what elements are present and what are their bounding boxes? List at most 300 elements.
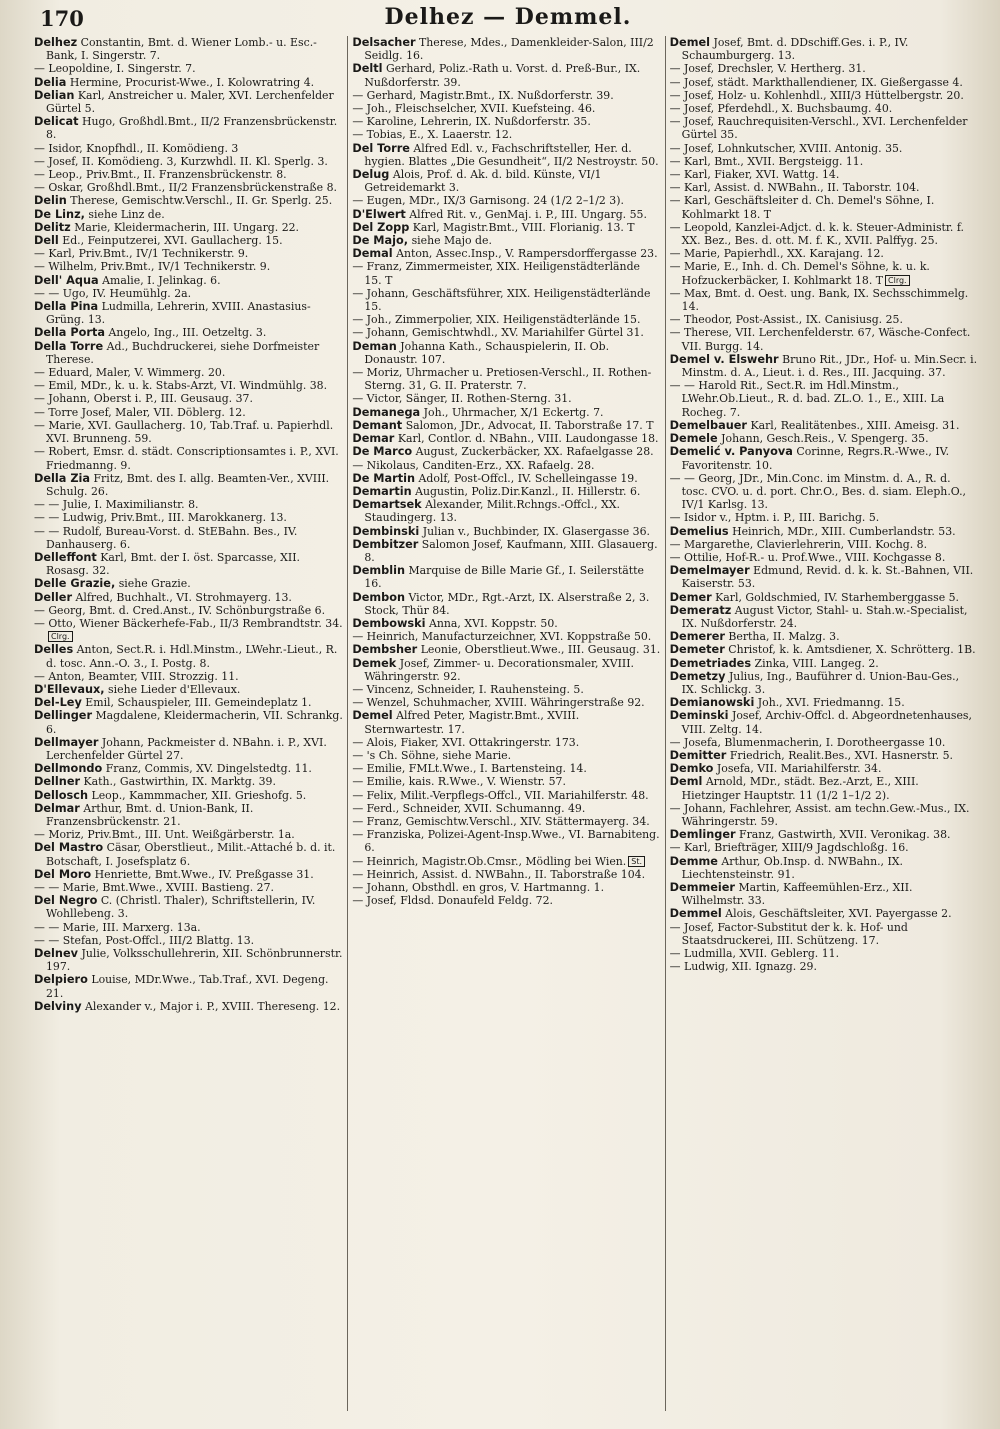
entry-surname: Dembitzer (352, 537, 419, 551)
directory-entry (670, 960, 978, 973)
entry-details: — — Marie, III. Marxerg. 13a. (34, 920, 201, 934)
directory-entry (352, 591, 660, 617)
entry-surname: De Marco (352, 445, 413, 459)
directory-entry (34, 775, 343, 788)
entry-surname: Dembon (352, 590, 406, 604)
entry-details: Joh., XVI. Friedmanng. 15. (757, 696, 905, 710)
entry-details: Angelo, Ing., III. Oetzeltg. 3. (108, 326, 267, 340)
directory-entry (670, 511, 978, 524)
entry-details: Therese, Mdes., Damenkleider-Salon, III/2 Seidlg. 16. (364, 36, 654, 63)
directory-entry (34, 709, 343, 735)
entry-surname: Demko (669, 762, 714, 776)
entry-surname: Demlinger (669, 828, 736, 842)
directory-entry (352, 128, 660, 141)
directory-entry (352, 194, 660, 207)
entry-surname: Demelić v. Panyova (669, 445, 793, 459)
entry-surname: Demeter (669, 643, 725, 657)
entry-details: — Therese, VII. Lerchenfelderstr. 67, Wäsche-Confect. VII. Burgg. 14. (669, 326, 971, 353)
entry-details: — — Marie, Bmt.Wwe., XVIII. Bastieng. 27. (34, 881, 274, 894)
entry-surname: Delug (352, 168, 390, 182)
entry-details: — Josef, Fldsd. Donaufeld Feldg. 72. (352, 894, 553, 908)
entry-surname: Demant (352, 418, 403, 432)
directory-entry (670, 828, 978, 841)
entry-details: Josefa, VII. Mariahilferstr. 34. (716, 762, 882, 776)
entry-details: — Karl, Geschäftsleiter d. Ch. Demel's Söhne, I. Kohlmarkt 18. T (669, 194, 935, 221)
entry-details: — Karl, Fiaker, XVI. Wattg. 14. (669, 168, 840, 182)
entry-details: Anton, Assec.Insp., V. Rampersdorffergasse 23. (396, 247, 658, 261)
entry-details: Alfred Peter, Magistr.Bmt., XVIII. Sternwartestr. 17. (364, 709, 580, 736)
entry-details: — Leopoldine, I. Singerstr. 7. (34, 62, 196, 76)
entry-details: — Marie, XVI. Gaullacherg. 10, Tab.Traf. u. Papierhdl. XVI. Brunneng. 59. (34, 418, 334, 446)
entry-surname: Demelius (669, 524, 729, 538)
entry-details: Constantin, Bmt. d. Wiener Lomb.- u. Esc.-Bank, I. Singerstr. 7. (46, 36, 317, 63)
directory-entry (670, 194, 978, 220)
directory-entry (352, 749, 660, 762)
directory-entry (34, 577, 343, 590)
directory-entry (670, 749, 978, 762)
entry-details: — — Georg, JDr., Min.Conc. im Minstm. d. A., R. d. tosc. CVO. u. d. port. Chr.O., Bes. d. siam. Eleph.O., IV/1 Karlsg. 13. (669, 471, 966, 512)
directory-entry (352, 564, 660, 590)
entry-surname: Demme (669, 854, 718, 868)
entry-details: — Eduard, Maler, V. Wimmerg. 20. (34, 366, 226, 380)
directory-entry (670, 551, 978, 564)
entry-details: Corinne, Regrs.R.-Wwe., IV. Favoritenstr. 10. (681, 445, 950, 472)
directory-entry (670, 881, 978, 907)
entry-details: Alois, Geschäftsleiter, XVI. Payergasse 2. (725, 907, 952, 921)
directory-entry (670, 326, 978, 352)
entry-details: — Margarethe, Clavierlehrerin, VIII. Kochg. 8. (669, 537, 928, 551)
directory-entry (352, 62, 660, 88)
directory-entry (670, 445, 978, 471)
directory-entry (34, 234, 343, 247)
entry-surname: De Linz, (34, 207, 85, 221)
directory-columns (30, 36, 982, 1411)
entry-details: — Ferd., Schneider, XVII. Schumanng. 49. (352, 801, 586, 815)
entry-surname: Della Torre (34, 339, 104, 353)
entry-details: Hugo, Großhdl.Bmt., II/2 Franzensbrückenstr. 8. (46, 115, 338, 142)
entry-details: Leonie, Oberstlieut.Wwe., III. Geusaug. 31. (420, 643, 661, 657)
entry-details: — Josef, Pferdehdl., X. Buchsbaumg. 40. (669, 102, 893, 116)
entry-surname: Demerer (669, 630, 725, 644)
entry-details: — — Ludwig, Priv.Bmt., III. Marokkanerg. 13. (34, 511, 287, 525)
entry-badge: St. (628, 856, 645, 867)
entry-details: Marie, Kleidermacherin, III. Ungarg. 22. (74, 220, 300, 234)
entry-surname: Demer (669, 590, 712, 604)
entry-details: Karl, Realitätenbes., XIII. Ameisg. 31. (750, 418, 960, 432)
entry-details: Bruno Rit., JDr., Hof- u. Min.Secr. i. Minstm. d. A., Lieut. i. d. Res., III. Jacquing. 37. (681, 352, 978, 380)
directory-entry (670, 762, 978, 775)
entry-details: — Felix, Milit.-Verpflegs-Offcl., VII. Mariahilferstr. 48. (352, 788, 649, 802)
directory-entry (670, 538, 978, 551)
directory-entry (670, 855, 978, 881)
entry-details: — Heinrich, Manufacturzeichner, XVI. Koppstraße 50. (352, 630, 652, 644)
entry-surname: Deml (669, 775, 703, 789)
directory-entry (352, 287, 660, 313)
entry-details: Magdalene, Kleidermacherin, VII. Schrankg. 6. (46, 709, 343, 736)
directory-entry (670, 221, 978, 247)
directory-entry (352, 630, 660, 643)
entry-surname: Dellosch (34, 788, 89, 802)
entry-badge: Clrg. (48, 631, 73, 642)
entry-surname: Deltl (352, 62, 383, 76)
entry-details: Amalie, I. Jelinkag. 6. (102, 273, 221, 287)
entry-details: — Ludmilla, XVII. Geblerg. 11. (669, 947, 840, 961)
entry-details: — 's Ch. Söhne, siehe Marie. (352, 748, 512, 762)
entry-details: Josef, Archiv-Offcl. d. Abgeordnetenhauses, VIII. Zeltg. 14. (681, 709, 972, 736)
entry-surname: De Martin (352, 471, 416, 485)
directory-entry (34, 894, 343, 920)
directory-entry (670, 62, 978, 75)
entry-details: — Otto, Wiener Bäckerhefe-Fab., II/3 Rembrandtstr. 34. (34, 616, 343, 630)
directory-entry (352, 432, 660, 445)
entry-details: — Vincenz, Schneider, I. Rauhensteing. 5. (352, 682, 584, 696)
directory-entry (670, 670, 978, 696)
entry-surname: Delin (34, 194, 67, 208)
directory-entry (670, 775, 978, 801)
entry-details: — Josef, Holz- u. Kohlenhdl., XIII/3 Hüttelbergstr. 20. (669, 88, 964, 102)
entry-details: siehe Majo de. (411, 234, 492, 248)
entry-surname: Demel v. Elswehr (669, 352, 779, 366)
directory-entry (352, 855, 660, 868)
entry-surname: Delsacher (352, 36, 416, 49)
entry-details: — Wilhelm, Priv.Bmt., IV/1 Technikerstr. 9. (34, 260, 271, 274)
entry-details: Augustin, Poliz.Dir.Kanzl., II. Hillerstr. 6. (415, 484, 641, 498)
entry-details: Karl, Bmt. der I. öst. Sparcasse, XII. Rosasg. 32. (46, 550, 300, 578)
directory-entry (670, 353, 978, 379)
directory-entry (352, 538, 660, 564)
directory-entry (352, 89, 660, 102)
directory-entry (352, 326, 660, 339)
entry-details: — Karl, Briefträger, XIII/9 Jagdschloßg. 16. (669, 841, 909, 855)
directory-entry (34, 142, 343, 155)
entry-surname: Dellmayer (34, 735, 99, 749)
entry-surname: Demeratz (669, 603, 732, 617)
directory-entry (670, 802, 978, 828)
entry-details: — Josef, Factor-Substitut der k. k. Hof- und Staatsdruckerei, III. Schützeng. 17. (669, 920, 908, 947)
directory-entry (352, 736, 660, 749)
directory-entry (352, 762, 660, 775)
entry-surname: Della Porta (34, 326, 105, 340)
entry-details: — Karl, Assist. d. NWBahn., II. Taborstr. 104. (669, 181, 920, 195)
entry-details: Arnold, MDr., städt. Bez.-Arzt, E., XIII. Hietzinger Hauptstr. 11 (1/2 1–1/2 2). (681, 775, 919, 802)
entry-details: — Leopold, Kanzlei-Adjct. d. k. k. Steuer-Administr. f. XX. Bez., Bes. d. ott. M. f. K., XVII. Palffyg. 25. (669, 220, 964, 248)
directory-entry (34, 881, 343, 894)
entry-details: — Ottilie, Hof-R.- u. Prof.Wwe., VIII. Kochgasse 8. (669, 550, 946, 564)
directory-entry (34, 828, 343, 841)
directory-entry (34, 762, 343, 775)
directory-entry (352, 802, 660, 815)
entry-details: Anton, Sect.R. i. Hdl.Minstm., LWehr.-Lieut., R. d. tosc. Ann.-O. 3., I. Postg. 8. (46, 643, 338, 670)
page-header (40, 4, 976, 34)
entry-details: — Robert, Emsr. d. städt. Conscriptionsamtes i. P., XVI. Friedmanng. 9. (34, 445, 339, 472)
directory-entry (352, 868, 660, 881)
directory-entry (34, 604, 343, 617)
entry-surname: Delicat (34, 115, 79, 129)
entry-surname: Demartin (352, 484, 412, 498)
directory-entry (34, 789, 343, 802)
entry-details: Julian v., Buchbinder, IX. Glasergasse 36. (422, 524, 650, 538)
entry-surname: Demele (669, 432, 718, 446)
entry-details: Julius, Ing., Bauführer d. Union-Bau-Ges., IX. Schlickg. 3. (681, 669, 960, 696)
directory-entry (34, 326, 343, 339)
entry-surname: Del Moro (34, 867, 92, 881)
entry-details: Martin, Kaffeemühlen-Erz., XII. Wilhelmstr. 33. (681, 881, 913, 908)
entry-details: Johann, Gesch.Reis., V. Spengerg. 35. (721, 432, 929, 446)
entry-details: — Max, Bmt. d. Oest. ung. Bank, IX. Sechsschimmelg. 14. (669, 286, 969, 314)
entry-details: — Emilie, FMLt.Wwe., I. Bartensteing. 14. (352, 762, 587, 776)
entry-details: Franz, Commis, XV. Dingelstedtg. 11. (105, 762, 312, 776)
directory-entry (352, 115, 660, 128)
entry-details: — Josef, Drechsler, V. Hertherg. 31. (669, 62, 866, 76)
directory-entry (670, 591, 978, 604)
entry-surname: Del-Ley (34, 696, 82, 710)
entry-details: Heinrich, MDr., XIII. Cumberlandstr. 53. (732, 524, 956, 538)
directory-entry (34, 36, 343, 62)
entry-details: — Karl, Priv.Bmt., IV/1 Technikerstr. 9. (34, 247, 249, 261)
directory-entry (34, 973, 343, 999)
directory-entry (670, 921, 978, 947)
entry-details: — Johann, Gemischtwhdl., XV. Mariahilfer Gürtel 31. (352, 326, 644, 340)
directory-entry (352, 525, 660, 538)
entry-surname: Demel (669, 36, 711, 49)
entry-details: — Joh., Zimmerpolier, XIX. Heiligenstädterlände 15. (352, 313, 641, 327)
entry-details: — Torre Josef, Maler, VII. Döblerg. 12. (34, 405, 246, 419)
entry-surname: Del Negro (34, 894, 98, 908)
directory-entry (34, 696, 343, 709)
directory-entry (34, 643, 343, 669)
entry-details: Cäsar, Oberstlieut., Milit.-Attaché b. d. it. Botschaft, I. Josefsplatz 6. (46, 841, 336, 868)
entry-details: — — Harold Rit., Sect.R. im Hdl.Minstm., LWehr.Ob.Lieut., R. d. bad. ZL.O. 1., E., XIII. La Rocheg. 7. (669, 379, 945, 419)
directory-entry (352, 366, 660, 392)
entry-details: — Karoline, Lehrerin, IX. Nußdorferstr. 35. (352, 115, 591, 129)
directory-entry (34, 498, 343, 511)
entry-surname: Dellinger (34, 709, 93, 723)
entry-details: — Franz, Zimmermeister, XIX. Heiligenstädterlände 15. T (352, 260, 640, 287)
entry-surname: Dell' Aqua (34, 273, 99, 287)
entry-surname: Delmar (34, 801, 80, 815)
directory-entry (352, 775, 660, 788)
directory-entry (670, 247, 978, 260)
entry-details: — Heinrich, Magistr.Ob.Cmsr., Mödling bei Wien. (352, 854, 627, 868)
directory-entry (670, 89, 978, 102)
directory-entry (34, 194, 343, 207)
entry-details: Karl, Contlor. d. NBahn., VIII. Laudongasse 18. (397, 432, 659, 446)
entry-surname: Demal (352, 247, 393, 261)
directory-entry (670, 907, 978, 920)
entry-details: — Karl, Bmt., XVII. Bergsteigg. 11. (669, 154, 864, 168)
entry-details: — Johann, Obsthdl. en gros, V. Hartmanng. 1. (352, 881, 605, 894)
entry-surname: Dell (34, 234, 59, 248)
entry-details: Victor, MDr., Rgt.-Arzt, IX. Alserstraße 2, 3. Stock, Thür 84. (364, 590, 650, 617)
entry-details: — Georg, Bmt. d. Cred.Anst., IV. Schönburgstraße 6. (34, 603, 326, 617)
entry-details: Ed., Feinputzerei, XVI. Gaullacherg. 15. (62, 234, 283, 248)
directory-entry (34, 868, 343, 881)
entry-details: August Victor, Stahl- u. Stah.w.-Specialist, IX. Nußdorferstr. 24. (681, 603, 968, 630)
directory-entry (670, 36, 978, 62)
directory-entry (34, 525, 343, 551)
directory-entry (34, 366, 343, 379)
directory-entry (352, 340, 660, 366)
entry-details: Louise, MDr.Wwe., Tab.Traf., XVI. Degeng. 21. (46, 973, 329, 1000)
entry-surname: Deminski (669, 709, 729, 723)
directory-entry (34, 340, 343, 366)
page-number: 170 (40, 6, 84, 31)
directory-entry (670, 142, 978, 155)
entry-details: Adolf, Post-Offcl., IV. Schelleingasse 19. (418, 471, 638, 485)
entry-surname: Deller (34, 590, 73, 604)
entry-details: Karl, Magistr.Bmt., VIII. Florianig. 13. T (412, 220, 635, 234)
directory-entry (352, 657, 660, 683)
directory-entry (34, 406, 343, 419)
entry-surname: Demblin (352, 564, 406, 578)
directory-entry (352, 617, 660, 630)
entry-surname: Demek (352, 656, 397, 670)
entry-details: Josef, Zimmer- u. Decorationsmaler, XVIII. Währingerstr. 92. (364, 656, 634, 683)
entry-details: August, Zuckerbäcker, XX. Rafaelgasse 28. (415, 445, 654, 459)
directory-entry (352, 102, 660, 115)
entry-details: — Johann, Fachlehrer, Assist. am techn.Gew.-Mus., IX. Währingerstr. 59. (669, 801, 970, 828)
entry-details: Christof, k. k. Amtsdiener, X. Schrötterg. 1B. (728, 643, 976, 657)
directory-entry (670, 630, 978, 643)
directory-entry (34, 247, 343, 260)
entry-surname: Demetzy (669, 669, 726, 683)
entry-details: — — Ugo, IV. Heumühlg. 2a. (34, 286, 192, 300)
entry-badge: Clrg. (885, 275, 910, 286)
directory-entry (352, 406, 660, 419)
entry-surname: Delhez (34, 36, 78, 49)
directory-entry (352, 789, 660, 802)
directory-entry (352, 498, 660, 524)
directory-entry (34, 392, 343, 405)
entry-surname: Dembinski (352, 524, 420, 538)
entry-details: — Anton, Beamter, VIII. Strozzig. 11. (34, 669, 239, 683)
entry-details: Fritz, Bmt. des I. allg. Beamten-Ver., XVIII. Schulg. 26. (46, 471, 330, 498)
entry-details: — — Julie, I. Maximilianstr. 8. (34, 498, 199, 512)
entry-details: — Wenzel, Schuhmacher, XVIII. Währingerstraße 92. (352, 696, 645, 710)
entry-details: Anna, XVI. Koppstr. 50. (429, 616, 558, 630)
entry-details: Bertha, II. Malzg. 3. (728, 630, 840, 644)
directory-entry (34, 274, 343, 287)
entry-details: Hermine, Procurist-Wwe., I. Kolowratring 4. (69, 75, 315, 89)
entry-details: — — Stefan, Post-Offcl., III/2 Blattg. 13. (34, 933, 255, 947)
entry-details: siehe Grazie. (118, 577, 191, 591)
running-head: Delhez — Demmel. (384, 4, 632, 30)
entry-details: Leop., Kammmacher, XII. Grieshofg. 5. (91, 788, 307, 802)
directory-entry (352, 313, 660, 326)
directory-entry (352, 208, 660, 221)
entry-details: — Emil, MDr., k. u. k. Stabs-Arzt, VI. Windmühlg. 38. (34, 379, 328, 393)
directory-entry (34, 115, 343, 141)
directory-entry (670, 168, 978, 181)
directory-entry (352, 234, 660, 247)
entry-details: Ludmilla, Lehrerin, XVIII. Anastasius-Grüng. 13. (46, 300, 311, 327)
directory-entry (34, 62, 343, 75)
entry-surname: Delpiero (34, 973, 88, 987)
entry-surname: Dellner (34, 775, 81, 789)
directory-entry (352, 881, 660, 894)
entry-surname: Del Mastro (34, 841, 104, 855)
entry-surname: Deman (352, 339, 397, 353)
directory-entry (34, 260, 343, 273)
entry-details: — Johann, Geschäftsführer, XIX. Heiligenstädterlände 15. (352, 286, 651, 314)
entry-details: Alexander, Milit.Rchngs.-Offcl., XX. Staudingerg. 13. (364, 498, 620, 525)
entry-surname: De Majo, (352, 234, 409, 248)
entry-surname: Dembsher (352, 643, 418, 657)
entry-surname: Delle Grazie, (34, 577, 116, 591)
directory-entry (34, 947, 343, 973)
column-3 (665, 36, 982, 1411)
entry-details: — Victor, Sänger, II. Rothen-Sterng. 31. (352, 392, 572, 406)
entry-surname: Delleffont (34, 550, 97, 564)
entry-details: — Tobias, E., X. Laaerstr. 12. (352, 128, 513, 142)
directory-entry (34, 155, 343, 168)
directory-entry (352, 683, 660, 696)
entry-details: — Marie, Papierhdl., XX. Karajang. 12. (669, 247, 884, 261)
directory-entry (352, 696, 660, 709)
entry-details: Zinka, VIII. Langeg. 2. (754, 656, 879, 670)
directory-entry (34, 1000, 343, 1013)
entry-surname: Demelbauer (669, 418, 747, 432)
entry-details: Emil, Schauspieler, III. Gemeindeplatz 1. (85, 696, 312, 710)
directory-entry (670, 472, 978, 512)
entry-details: — Franziska, Polizei-Agent-Insp.Wwe., VI. Barnabiteng. 6. (352, 828, 660, 855)
entry-surname: Delles (34, 643, 74, 657)
entry-surname: Delian (34, 88, 75, 102)
entry-details: — Josefa, Blumenmacherin, I. Dorotheergasse 10. (669, 735, 946, 749)
directory-entry (352, 485, 660, 498)
directory-entry (352, 392, 660, 405)
entry-details: Julie, Volksschullehrerin, XII. Schönbrunnerstr. 197. (46, 947, 343, 974)
directory-entry (34, 683, 343, 696)
entry-details: — Emilie, kais. R.Wwe., V. Wienstr. 57. (352, 775, 566, 789)
entry-surname: Demar (352, 432, 395, 446)
directory-entry (670, 287, 978, 313)
entry-surname: Del Torre (352, 141, 410, 155)
directory-entry (34, 221, 343, 234)
directory-entry (352, 472, 660, 485)
entry-details: Alexander v., Major i. P., XVIII. Thereseng. 12. (85, 999, 341, 1013)
directory-entry (352, 247, 660, 260)
directory-entry (670, 947, 978, 960)
entry-details: Karl, Anstreicher u. Maler, XVI. Lerchenfelder Gürtel 5. (46, 88, 334, 116)
entry-details: Edmund, Revid. d. k. k. St.-Bahnen, VII. Kaiserstr. 53. (681, 564, 974, 591)
directory-entry (352, 221, 660, 234)
entry-details: — Josef, Lohnkutscher, XVIII. Antonig. 35. (669, 141, 903, 155)
entry-details: Alois, Prof. d. Ak. d. bild. Künste, VI/1 Getreidemarkt 3. (364, 168, 602, 195)
entry-details: Joh., Uhrmacher, X/1 Eckertg. 7. (423, 405, 604, 419)
directory-entry (352, 168, 660, 194)
entry-details: Alfred Rit. v., GenMaj. i. P., III. Ungarg. 55. (409, 207, 647, 221)
entry-details: — Alois, Fiaker, XVI. Ottakringerstr. 173. (352, 735, 580, 749)
directory-entry (352, 894, 660, 907)
entry-details: Salomon Josef, Kaufmann, XIII. Glasauerg. 8. (364, 537, 658, 564)
entry-details: — Joh., Fleischselcher, XVII. Kuefsteing. 46. (352, 102, 596, 116)
entry-details: Karl, Goldschmied, IV. Starhemberggasse 5. (715, 590, 960, 604)
directory-entry (670, 709, 978, 735)
column-2 (347, 36, 664, 1411)
directory-entry (34, 76, 343, 89)
directory-entry (670, 115, 978, 141)
entry-surname: Demetriades (669, 656, 752, 670)
entry-details: — Franz, Gemischtw.Verschl., XIV. Stättermayerg. 34. (352, 814, 650, 828)
directory-entry (670, 525, 978, 538)
entry-surname: Delia (34, 75, 67, 89)
directory-entry (34, 287, 343, 300)
directory-entry (670, 313, 978, 326)
entry-surname: Della Pina (34, 300, 99, 314)
entry-surname: Dembowski (352, 616, 426, 630)
entry-surname: Demianowski (669, 696, 755, 710)
